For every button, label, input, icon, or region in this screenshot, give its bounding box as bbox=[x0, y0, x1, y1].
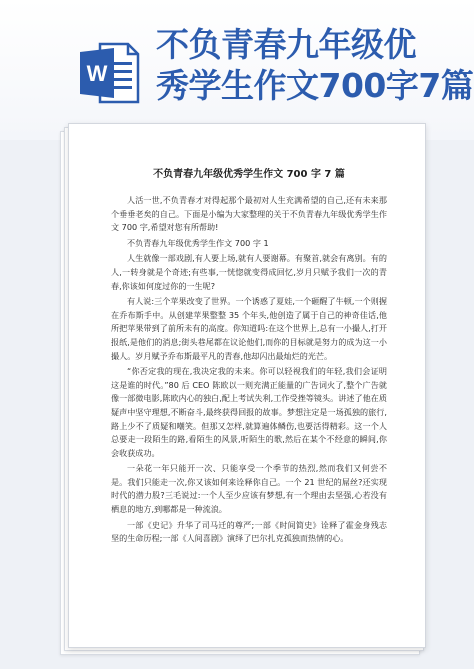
paragraph: 人生就像一部戏剧,有人要上场,就有人要谢幕。有聚首,就会有离别。有的人,一转身就是个奇迹;有些事,一恍惚就变得成回忆,岁月只赋予我们一次的青春,你该如何度过你的一生呢? bbox=[111, 253, 387, 291]
word-document-icon bbox=[78, 40, 140, 106]
paragraph: 一朵花一年只能开一次、只能享受一个季节的热烈,然而我们又何尝不是。我们只能走一次,你又该如何来诠释你自己。一个 21 世纪的屌丝?还实现时代的潜力股?三毛说过:一个人至少应该有梦想,有一个理由去坚强,心若没有栖息的地方,到哪都是一种流浪。 bbox=[111, 463, 387, 515]
paragraph: 人活一世,不负青春才对得起那个最初对人生充满希望的自己,还有未来那个垂垂老矣的自己。下面是小编为大家整理的关于不负青春九年级优秀学生作文 700 字,希望对您有所帮助! bbox=[111, 195, 387, 233]
paragraph: 有人说:三个苹果改变了世界。一个诱惑了夏娃,一个砸醒了牛顿,一个则握在乔布斯手中。从创建苹果整整 35 个年头,他创造了属于自己的神奇佳话,他所把苹果带到了前所未有的高度。你知道吗:在这个世界上,总有一小撮人,打开报纸,是他们的消息;街头巷尾都在议论他们,而你的目标就是努力的成为这一小撮人。岁月赋予乔布斯最平凡的青春,他却闪出最灿烂的光芒。 bbox=[111, 296, 387, 361]
paragraph: 一部《史记》升华了司马迁的尊严;一部《时间简史》诠释了霍金身残志坚的生命历程;一部《人间喜剧》演绎了巴尔扎克孤独而热情的心。 bbox=[111, 519, 387, 544]
paragraph: “你否定我的现在,我决定我的未来。你可以轻视我们的年轻,我们会证明这是谁的时代。”80 后 CEO 陈欧以一则充满正能量的广告词火了,整个广告就像一部微电影,陈欧内心的独白,配上考试失利,工作受挫等镜头。讲述了他在质疑声中坚守理想,不断奋斗,最终获得回报的故事。梦想注定是一场孤独的旅行,路上少不了质疑和嘲笑。但那又怎样,就算遍体鳞伤,也要活得精彩。这一个人总要走一段陌生的路,看陌生的风景,听陌生的歌,然后在某个不经意的瞬间,你会收获成功。 bbox=[111, 366, 387, 458]
document-page bbox=[68, 123, 426, 648]
svg-text:W: W bbox=[86, 61, 108, 86]
title-line-1: 不负青春九年级优 bbox=[156, 25, 416, 64]
section-heading: 不负青春九年级优秀学生作文 700 字 1 bbox=[127, 237, 269, 248]
page-title bbox=[156, 24, 474, 106]
document-title: 不负青春九年级优秀学生作文 700 字 7 篇 bbox=[153, 169, 345, 180]
header-banner bbox=[0, 0, 474, 140]
title-line-2: 秀学生作文700字7篇 bbox=[156, 66, 474, 105]
